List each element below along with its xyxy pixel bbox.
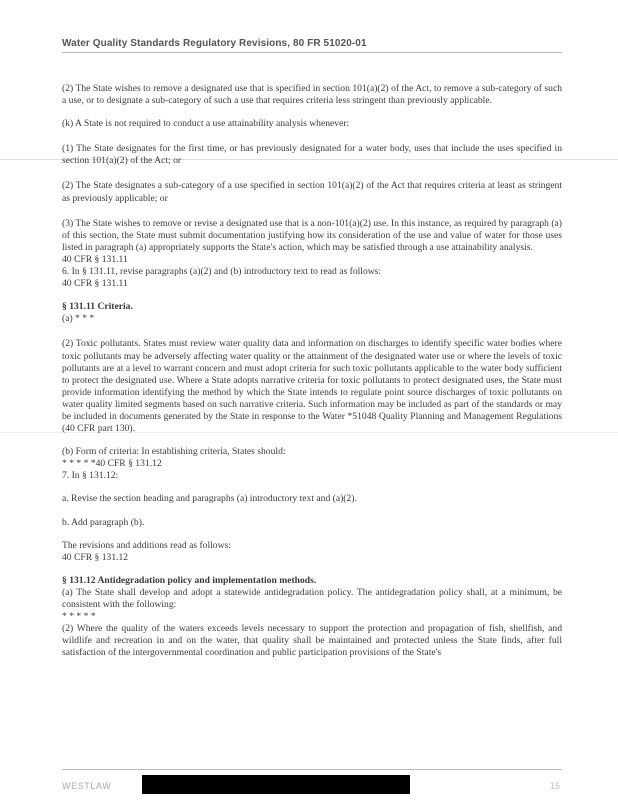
citation: 40 CFR § 131.12: [62, 551, 129, 563]
paragraph: (a) The State shall develop and adopt a statewide antidegradation policy. The antidegradation policy shall, at a minimum, be consistent with the following:: [62, 586, 562, 610]
paragraph: (2) Toxic pollutants. States must review water quality data and information on discharges to identify specific water bodies where toxic pollutants may be adversely affecting water quality or the attainment of the designated water use or where the levels of toxic pollutants are at a level to warrant concern and must adopt criteria for such toxic pollutants applicable to the water body sufficient to protect the designated use. Where a State adopts narrative criteria for toxic pollutants to protect designated uses, the State must provide information identifying the method by which the State intends to regulate point source discharges of toxic pollutants on water quality limited segments based on such narrative criteria. Such information may be included as part of the standards or may be included in documents generated by the State in response to the Water *51048 Quality Planning and Management Regulations (40 CFR part 130).: [62, 338, 562, 435]
paragraph: (3) The State wishes to remove or revise a designated use that is a non-101(a)(2) use. In this instance, as required by paragraph (a) of this section, the State must submit documentation justifying how its consideration of the use and value of water for those uses listed in paragraph (a) appropriately supports the State's action, which may be satisfied through a use attainability analysis.: [62, 217, 562, 253]
paragraph: * * * * *: [62, 611, 96, 623]
section-heading: § 131.11 Criteria.: [62, 301, 133, 313]
header-rule: [62, 52, 562, 53]
paragraph: (k) A State is not required to conduct a use attainability analysis whenever:: [62, 118, 350, 130]
paragraph: 6. In § 131.11, revise paragraphs (a)(2) and (b) introductory text to read as follows:: [62, 266, 382, 278]
paragraph: (a) * * *: [62, 313, 95, 325]
paragraph: 7. In § 131.12:: [62, 470, 119, 482]
paragraph: * * * * *40 CFR § 131.12: [62, 458, 162, 470]
paragraph: (2) The State designates a sub-category of a use specified in section 101(a)(2) of the Act that requires criteria at least as stringent as previously applicable; or: [62, 180, 562, 204]
paragraph: a. Revise the section heading and paragraphs (a) introductory text and (a)(2).: [62, 493, 357, 505]
citation: 40 CFR § 131.11: [62, 253, 128, 265]
paragraph: (2) The State wishes to remove a designated use that is specified in section 101(a)(2) of the Act, to remove a sub-category of such a use, or to designate a sub-category of such a use that requires criteria less stringent than previously applicable.: [62, 83, 562, 107]
page-number: 15: [549, 781, 560, 791]
citation: 40 CFR § 131.11: [62, 278, 128, 290]
redaction-bar: [142, 775, 410, 794]
paragraph: The revisions and additions read as follows:: [62, 539, 231, 551]
paragraph: (b) Form of criteria: In establishing criteria, States should:: [62, 446, 286, 458]
document-header: Water Quality Standards Regulatory Revisions, 80 FR 51020-01: [62, 38, 367, 49]
footer-rule: [62, 769, 562, 770]
document-body: [62, 83, 562, 659]
paragraph: b. Add paragraph (b).: [62, 516, 145, 528]
footer-source: WESTLAW: [62, 781, 112, 791]
paragraph: (2) Where the quality of the waters exceeds levels necessary to support the protection and propagation of fish, shellfish, and wildlife and recreation in and on the water, that quality shall be maintained and protected unless the State finds, after full satisfaction of the intergovernmental coordination and public participation provisions of the State's: [62, 623, 562, 659]
paragraph: (1) The State designates for the first time, or has previously designated for a water body, uses that include the uses specified in section 101(a)(2) of the Act; or: [62, 143, 562, 167]
section-heading: § 131.12 Antidegradation policy and implementation methods.: [62, 574, 317, 586]
